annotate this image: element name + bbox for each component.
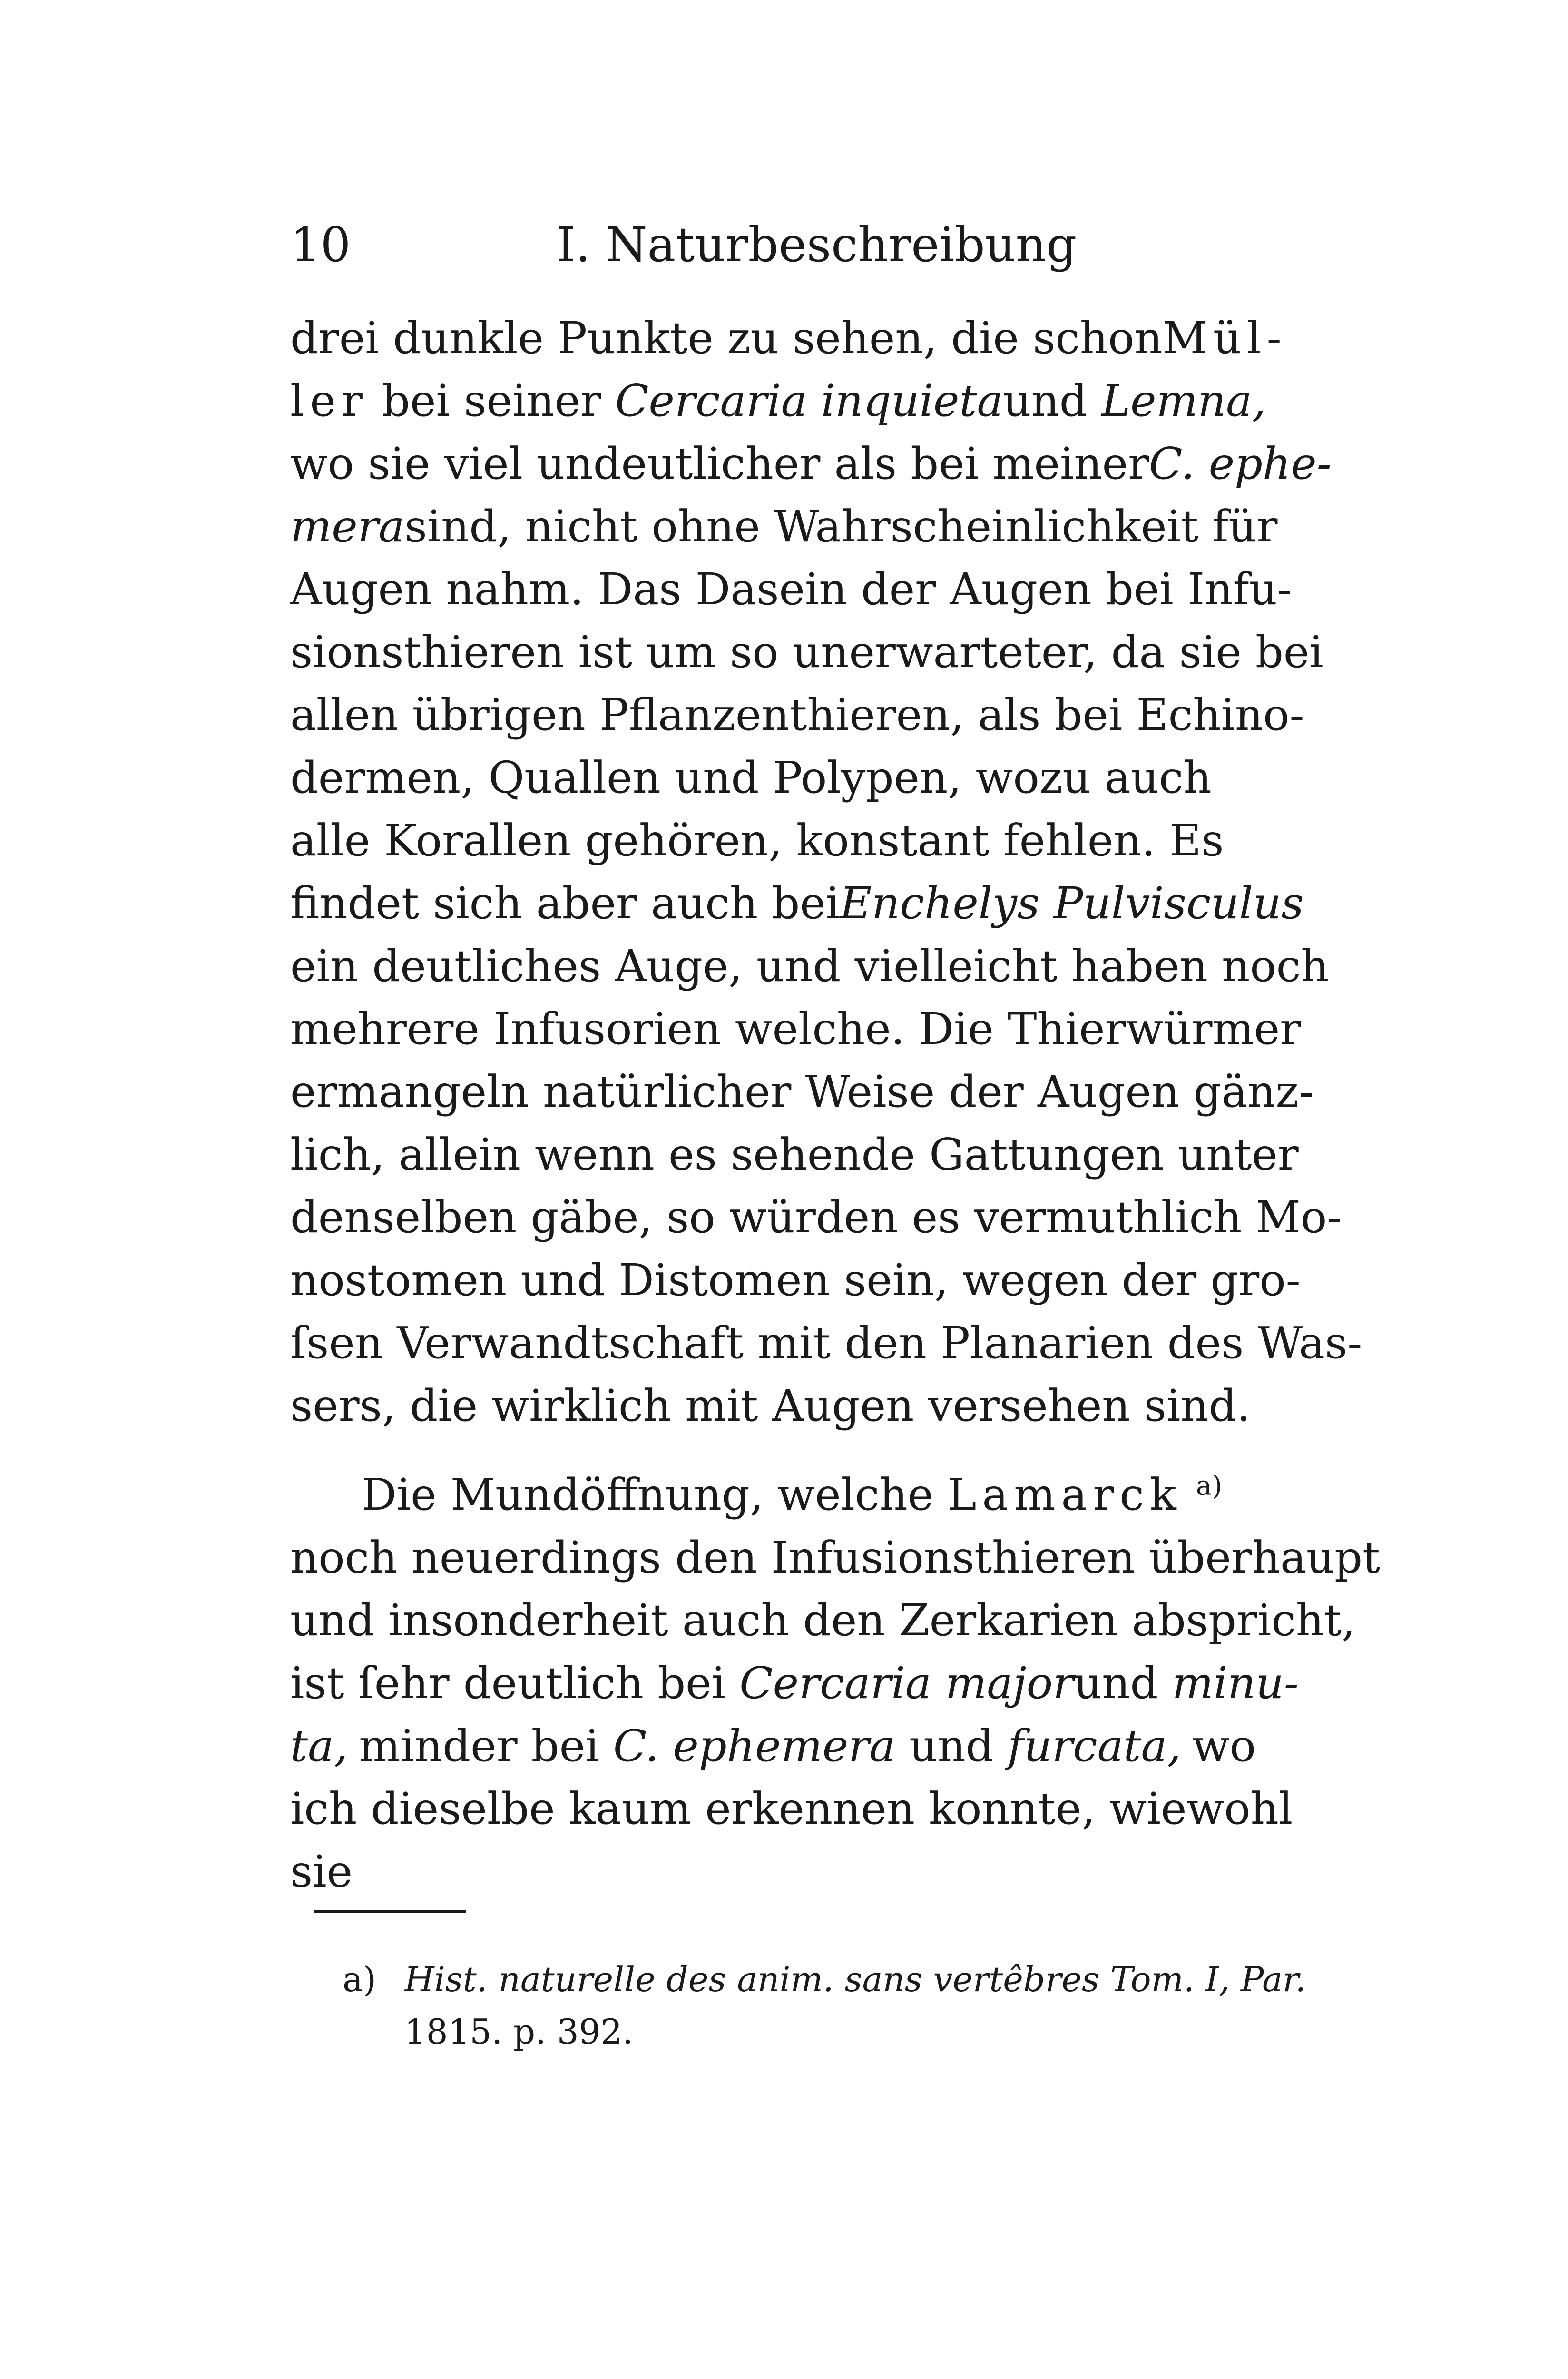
author-name: ler — [290, 375, 368, 426]
species-name: Lemna, — [1101, 375, 1266, 426]
text-line — [290, 558, 1292, 621]
footnote-marker: a) — [343, 1959, 377, 1999]
text-segment: ſsen Verwandtschaft mit den Planarien des Was- — [290, 1317, 1362, 1368]
body-text — [290, 307, 1380, 1903]
paragraph-1 — [290, 307, 1362, 1437]
footnote-rule — [314, 1910, 466, 1913]
footnote-line: 1815. p. 392. — [404, 2012, 634, 2052]
running-title: I. Naturbeschreibung — [557, 217, 1077, 273]
text-segment: ermangeln natürlicher Weise der Augen gänz- — [290, 1066, 1314, 1117]
text-line — [290, 1061, 1314, 1123]
text-line — [290, 1464, 1256, 1526]
text-segment: sers, die wirklich mit Augen versehen sind. — [290, 1380, 1251, 1431]
text-segment: ein deutliches Auge, und vielleicht haben noch — [290, 941, 1329, 992]
text-segment: wo — [1192, 1720, 1256, 1771]
text-segment: drei dunkle Punkte zu sehen, die schon — [290, 313, 1163, 364]
author-name: Lamarck — [947, 1469, 1182, 1520]
text-line — [290, 684, 1304, 747]
text-line — [290, 935, 1329, 998]
text-segment: sionsthieren ist um so unerwarteter, da sie bei — [290, 627, 1323, 678]
text-segment: Augen nahm. Das Dasein der Augen bei Infu- — [290, 564, 1292, 615]
text-segment: ich dieselbe kaum erkennen konnte, wiewohl — [290, 1783, 1293, 1834]
text-line — [290, 809, 1256, 872]
text-line — [290, 370, 1266, 433]
text-segment: mehrere Infusorien welche. Die Thierwürmer — [290, 1003, 1301, 1054]
text-line — [290, 621, 1323, 684]
text-line — [290, 433, 1332, 495]
text-segment: denselben gäbe, so würden es vermuthlich Mo- — [290, 1192, 1342, 1243]
text-line — [290, 1312, 1362, 1375]
species-name: minu- — [1172, 1658, 1299, 1709]
text-segment: und — [1073, 1658, 1172, 1709]
footnote — [343, 1953, 1306, 2058]
text-segment: wo sie viel undeutlicher als bei meiner — [290, 438, 1149, 489]
species-name: C. ephemera — [613, 1720, 895, 1771]
text-segment: bei seiner — [368, 375, 616, 426]
text-line — [290, 1652, 1299, 1715]
text-segment: allen übrigen Pflanzenthieren, als bei Echino- — [290, 689, 1304, 740]
text-line — [290, 1589, 1356, 1652]
text-line — [290, 1778, 1293, 1840]
text-line — [290, 747, 1256, 809]
text-segment: dermen, Quallen und Polypen, wozu auch — [290, 752, 1212, 803]
species-name: Cercaria major — [739, 1658, 1074, 1709]
text-line — [290, 307, 1287, 370]
text-segment: lich, allein wenn es sehende Gattungen unter — [290, 1129, 1299, 1180]
text-segment: und — [895, 1720, 1008, 1771]
text-line — [290, 872, 1304, 935]
species-name: mera — [290, 501, 405, 552]
text-segment: und insonderheit auch den Zerkarien abspricht, — [290, 1595, 1356, 1646]
species-name: Enchelys Pulvisculus — [840, 878, 1304, 929]
running-head — [290, 216, 1256, 274]
text-segment: ist ſehr deutlich bei — [290, 1658, 740, 1709]
text-segment: alle Korallen gehören, konstant fehlen. Es — [290, 815, 1224, 866]
footnote-line — [343, 1953, 1306, 2005]
catchword: sie — [290, 1846, 353, 1897]
text-segment: findet sich aber auch bei — [290, 878, 840, 929]
species-name: C. ephe- — [1149, 438, 1332, 489]
text-line — [290, 1526, 1380, 1589]
text-line — [290, 998, 1301, 1061]
text-segment: nostomen und Distomen sein, wegen der gro- — [290, 1255, 1301, 1306]
paragraph-2 — [290, 1464, 1380, 1903]
species-name: ta, — [290, 1720, 348, 1771]
text-line — [290, 1249, 1301, 1312]
species-name: Cercaria inquieta — [615, 375, 1003, 426]
species-name: furcata, — [1007, 1720, 1181, 1771]
text-line — [290, 1715, 1256, 1778]
text-line — [290, 1123, 1299, 1186]
text-segment: sind, nicht ohne Wahrscheinlichkeit für — [404, 501, 1278, 552]
text-segment: und — [1003, 375, 1101, 426]
text-line — [290, 1186, 1342, 1249]
footnote-citation: Hist. naturelle des anim. sans vertêbres Tom. I, Par. — [404, 1959, 1306, 1999]
text-line — [290, 1375, 1256, 1437]
page-number: 10 — [290, 217, 351, 273]
footnote-marker: a) — [1196, 1470, 1223, 1502]
text-segment: noch neuerdings den Infusionsthieren überhaupt — [290, 1532, 1380, 1583]
text-segment: minder bei — [359, 1720, 613, 1771]
author-name: Mül- — [1162, 313, 1287, 364]
text-segment: Die Mundöffnung, welche — [362, 1469, 948, 1520]
text-line — [290, 495, 1278, 558]
